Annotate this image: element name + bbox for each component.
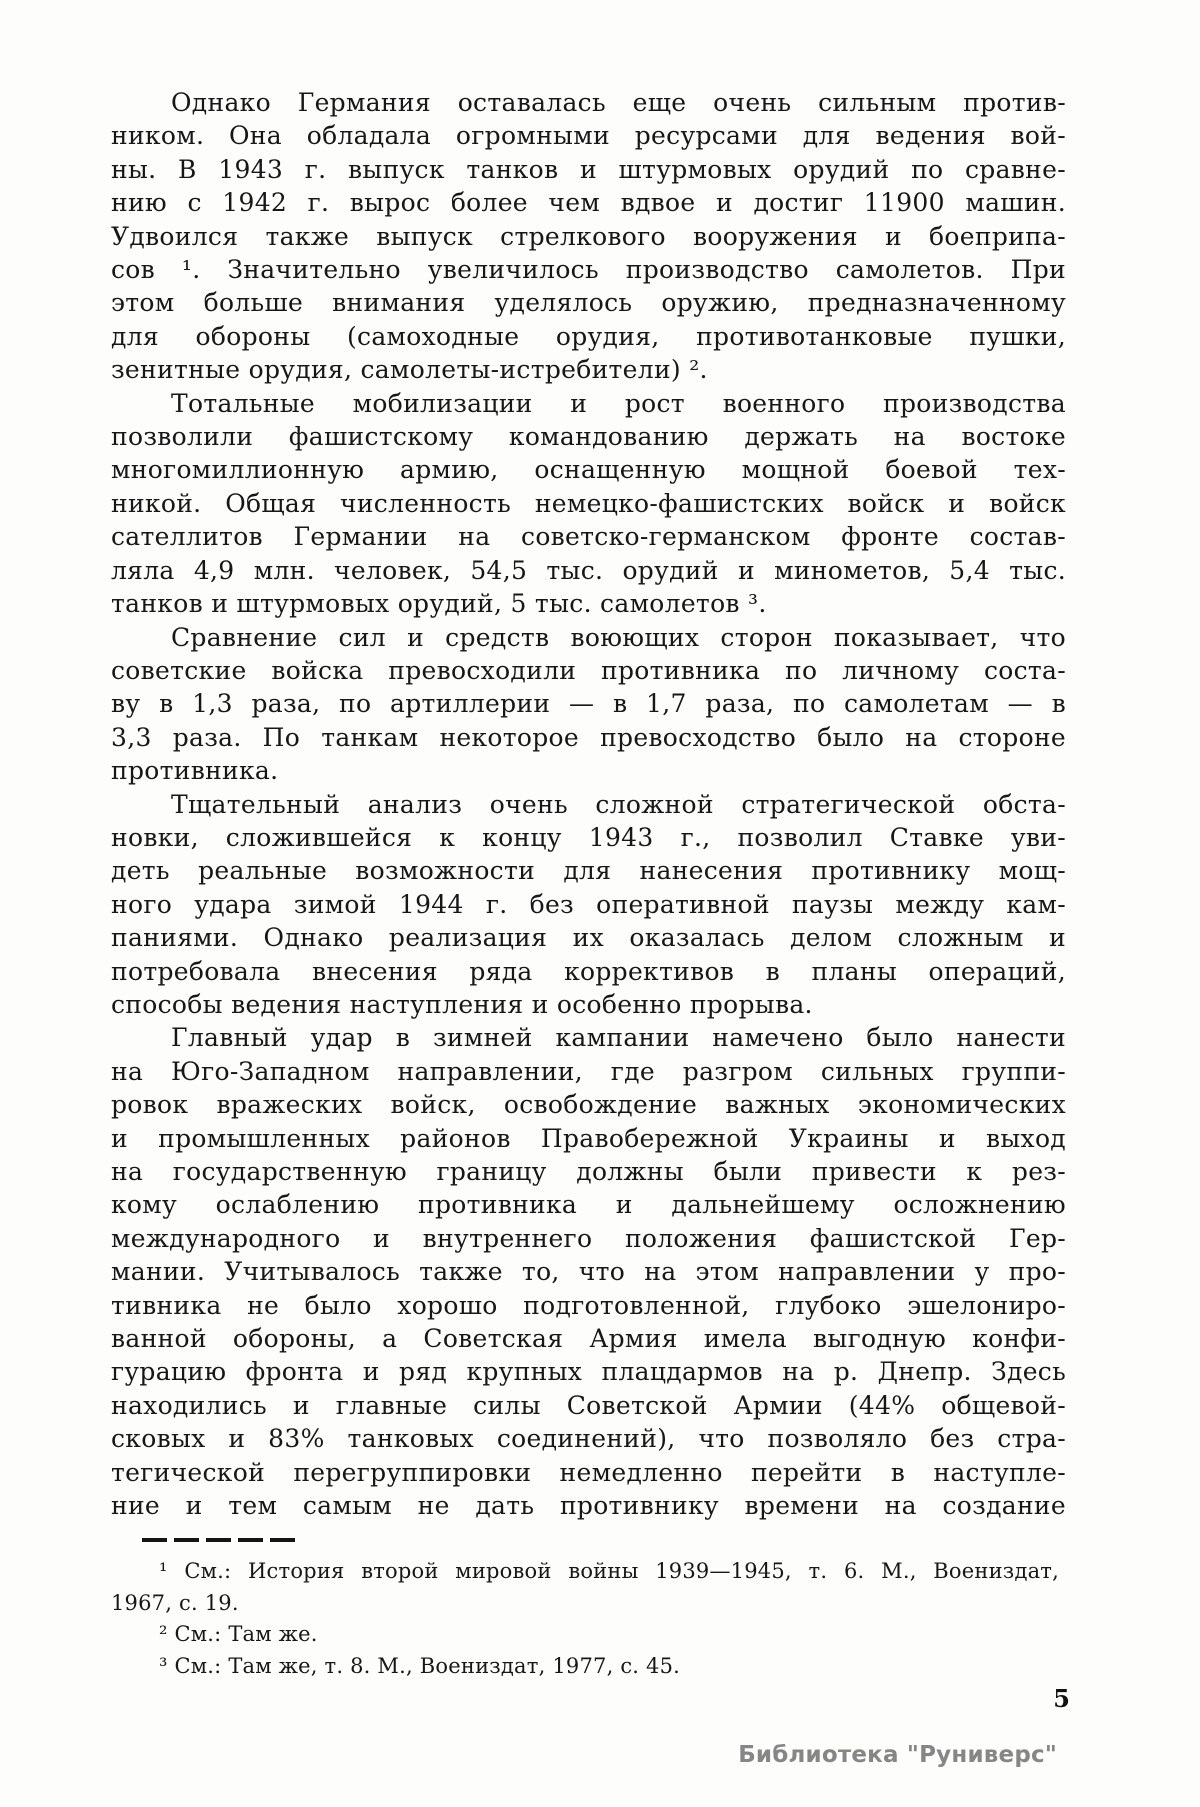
text-line: новки, сложившейся к концу 1943 г., позволил Ставке уви-: [111, 822, 1066, 852]
text-line: паниями. Однако реализация их оказалась делом сложным и: [111, 923, 1066, 953]
text-line: ¹ См.: История второй мировой войны 1939—1945, т. 6. М., Воениздат,: [159, 1559, 1059, 1583]
text-line: противника.: [111, 756, 279, 786]
text-line: ванной обороны, а Советская Армия имела выгодную конфи-: [111, 1324, 1066, 1354]
text-line: ны. В 1943 г. выпуск танков и штурмовых орудий по сравне-: [111, 154, 1066, 184]
body-text-block: [111, 86, 1066, 1522]
text-line: 1967, с. 19.: [111, 1590, 239, 1615]
divider-dash: [174, 1538, 199, 1542]
text-line: этом больше внимания уделялось оружию, предназначенному: [111, 288, 1066, 318]
text-line: сателлитов Германии на советско-германском фронте состав-: [111, 522, 1066, 552]
text-line: зенитные орудия, самолеты-истребители) ².: [111, 355, 708, 385]
text-line: ного удара зимой 1944 г. без оперативной паузы между кам-: [111, 889, 1066, 919]
text-line: для обороны (самоходные орудия, противотанковые пушки,: [111, 321, 1066, 351]
text-line: международного и внутреннего положения фашистской Гер-: [111, 1223, 1066, 1253]
library-watermark: Библиотека "Руниверс": [738, 1742, 1057, 1768]
text-line: Однако Германия оставалась еще очень сильным против-: [171, 88, 1066, 117]
text-line: танков и штурмовых орудий, 5 тыс. самолетов ³.: [111, 589, 767, 619]
text-line: ляла 4,9 млн. человек, 54,5 тыс. орудий и минометов, 5,4 тыс.: [111, 555, 1066, 585]
text-line: сов ¹. Значительно увеличилось производство самолетов. При: [111, 255, 1066, 285]
text-line: способы ведения наступления и особенно прорыва.: [111, 989, 813, 1019]
text-line: тегической перегруппировки немедленно перейти в наступле-: [111, 1457, 1066, 1487]
divider-dash: [142, 1538, 167, 1542]
text-line: позволили фашистскому командованию держать на востоке: [111, 422, 1066, 452]
divider-dash: [270, 1538, 295, 1542]
divider-dash: [238, 1538, 263, 1542]
text-line: на Юго-Западном направлении, где разгром сильных группи-: [111, 1056, 1066, 1086]
text-line: находились и главные силы Советской Армии (44% общевой-: [111, 1390, 1066, 1420]
text-line: и промышленных районов Правобережной Украины и выход: [111, 1123, 1066, 1153]
text-line: тивника не было хорошо подготовленной, глубоко эшелониро-: [111, 1290, 1066, 1320]
text-line: советские войска превосходили противника по личному соста-: [111, 655, 1066, 685]
text-line: Сравнение сил и средств воюющих сторон показывает, что: [171, 622, 1066, 652]
page-number: 5: [1053, 1684, 1070, 1713]
text-line: ву в 1,3 раза, по артиллерии — в 1,7 раза, по самолетам — в: [111, 689, 1066, 719]
text-line: потребовала внесения ряда коррективов в планы операций,: [111, 956, 1066, 986]
footnotes-block: [111, 1556, 1059, 1682]
text-line: Тщательный анализ очень сложной стратегической обста-: [171, 789, 1066, 819]
text-line: многомиллионную армию, оснащенную мощной боевой тех-: [111, 455, 1066, 485]
text-line: нию с 1942 г. вырос более чем вдвое и достиг 11900 машин.: [111, 188, 1066, 218]
text-line: мании. Учитывалось также то, что на этом направлении у про-: [111, 1257, 1066, 1287]
text-line: сковых и 83% танковых соединений), что позволяло без стра-: [111, 1424, 1066, 1454]
text-line: никой. Общая численность немецко-фашистских войск и войск: [111, 488, 1066, 518]
text-line: деть реальные возможности для нанесения противнику мощ-: [111, 856, 1066, 886]
text-line: гурацию фронта и ряд крупных плацдармов на р. Днепр. Здесь: [111, 1357, 1066, 1387]
text-line: ³ См.: Там же, т. 8. М., Воениздат, 1977, с. 45.: [159, 1653, 681, 1678]
footnote-divider: [142, 1538, 295, 1542]
text-line: Тотальные мобилизации и рост военного производства: [171, 388, 1066, 418]
text-line: на государственную границу должны были привести к рез-: [111, 1157, 1066, 1186]
text-line: ником. Она обладала огромными ресурсами для ведения вой-: [111, 121, 1066, 151]
text-line: ровок вражеских войск, освобождение важных экономических: [111, 1090, 1066, 1120]
divider-dash: [206, 1538, 231, 1542]
text-line: ние и тем самым не дать противнику времени на создание: [111, 1491, 1066, 1521]
text-line: кому ослаблению противника и дальнейшему осложнению: [111, 1190, 1066, 1220]
text-line: Удвоился также выпуск стрелкового вооружения и боеприпа-: [111, 221, 1066, 251]
text-line: ² См.: Там же.: [159, 1622, 318, 1646]
text-line: Главный удар в зимней кампании намечено было нанести: [171, 1023, 1066, 1053]
text-line: 3,3 раза. По танкам некоторое превосходство было на стороне: [111, 722, 1066, 752]
